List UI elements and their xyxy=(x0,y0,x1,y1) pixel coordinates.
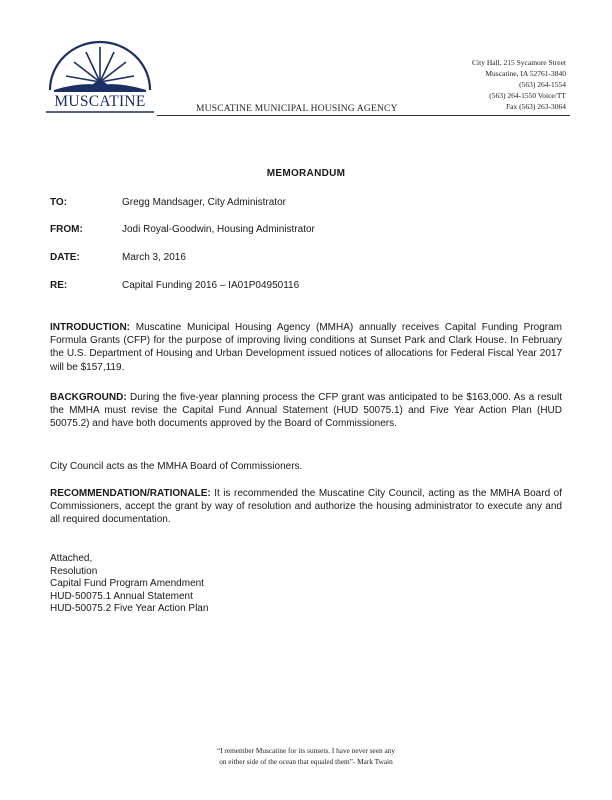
contact-line: Muscatine, IA 52761-3840 xyxy=(485,69,566,78)
contact-line: (563) 264-1550 Voice/TT xyxy=(489,91,566,100)
introduction-text: Muscatine Municipal Housing Agency (MMHA) annually receives Capital Funding Program Formula Grants (CFP) for the purpose of improving living conditions at Sunset Park and Clark House. In February the U.S. Department of Housing and Urban Development issued notices of allocations for Federal Fiscal Year 2017 will be $157,119. xyxy=(50,322,562,373)
recommendation-heading: RECOMMENDATION/RATIONALE: xyxy=(50,488,215,499)
introduction-heading: INTRODUCTION: xyxy=(50,322,136,333)
background-paragraph xyxy=(50,391,562,431)
attachments-list xyxy=(50,553,208,616)
contact-line: Fax (563) 263-3064 xyxy=(506,102,566,111)
attachment-item: Attached, xyxy=(50,553,93,564)
quote-line: “I remember Muscatine for its sunsets. I have never seen any xyxy=(216,746,396,755)
recommendation-text: It is recommended the Muscatine City Council, acting as the MMHA Board of Commissioners, accept the grant by way of resolution and authorize the housing administrator to execute any and all required documentation. xyxy=(50,488,562,526)
field-value: March 3, 2016 xyxy=(122,252,186,263)
introduction-paragraph xyxy=(50,321,562,374)
background-text: During the five-year planning process the CFP grant was anticipated to be $163,000. As a result the MMHA must revise the Capital Fund Annual Statement (HUD 50075.1) and Five Year Action Plan (HUD 50075.2) and have both documents approved by the Board of Commissioners. xyxy=(50,392,562,430)
attachment-item: Capital Fund Program Amendment xyxy=(50,578,204,590)
contact-block xyxy=(366,57,566,112)
background-heading: BACKGROUND: xyxy=(50,392,130,403)
agency-name: MUSCATINE MUNICIPAL HOUSING AGENCY xyxy=(196,104,398,114)
field-label: DATE: xyxy=(50,252,80,263)
footer-quote xyxy=(0,745,612,767)
field-label: TO: xyxy=(50,197,68,208)
recommendation-paragraph xyxy=(50,487,562,527)
memo-title: MEMORANDUM xyxy=(266,168,346,179)
attachment-item: Resolution xyxy=(50,565,98,577)
attachment-item: HUD-50075.1 Annual Statement xyxy=(50,590,193,602)
header-divider xyxy=(157,115,570,116)
field-label: RE: xyxy=(50,280,68,291)
contact-line: City Hall, 215 Sycamore Street xyxy=(472,58,566,67)
contact-line: (563) 264-1554 xyxy=(519,80,566,89)
field-value: Gregg Mandsager, City Administrator xyxy=(122,197,286,208)
field-label: FROM: xyxy=(50,224,83,235)
council-note: City Council acts as the MMHA Board of Commissioners. xyxy=(50,461,303,472)
attachment-item: HUD-50075.2 Five Year Action Plan xyxy=(50,603,209,615)
quote-line: on either side of the ocean that equaled them”- Mark Twain xyxy=(219,757,393,766)
field-value: Capital Funding 2016 – IA01P04950116 xyxy=(122,280,300,291)
field-value: Jodi Royal-Goodwin, Housing Administrator xyxy=(122,224,315,235)
muscatine-logo xyxy=(44,38,156,114)
logo-wordmark: MUSCATINE xyxy=(54,93,146,110)
